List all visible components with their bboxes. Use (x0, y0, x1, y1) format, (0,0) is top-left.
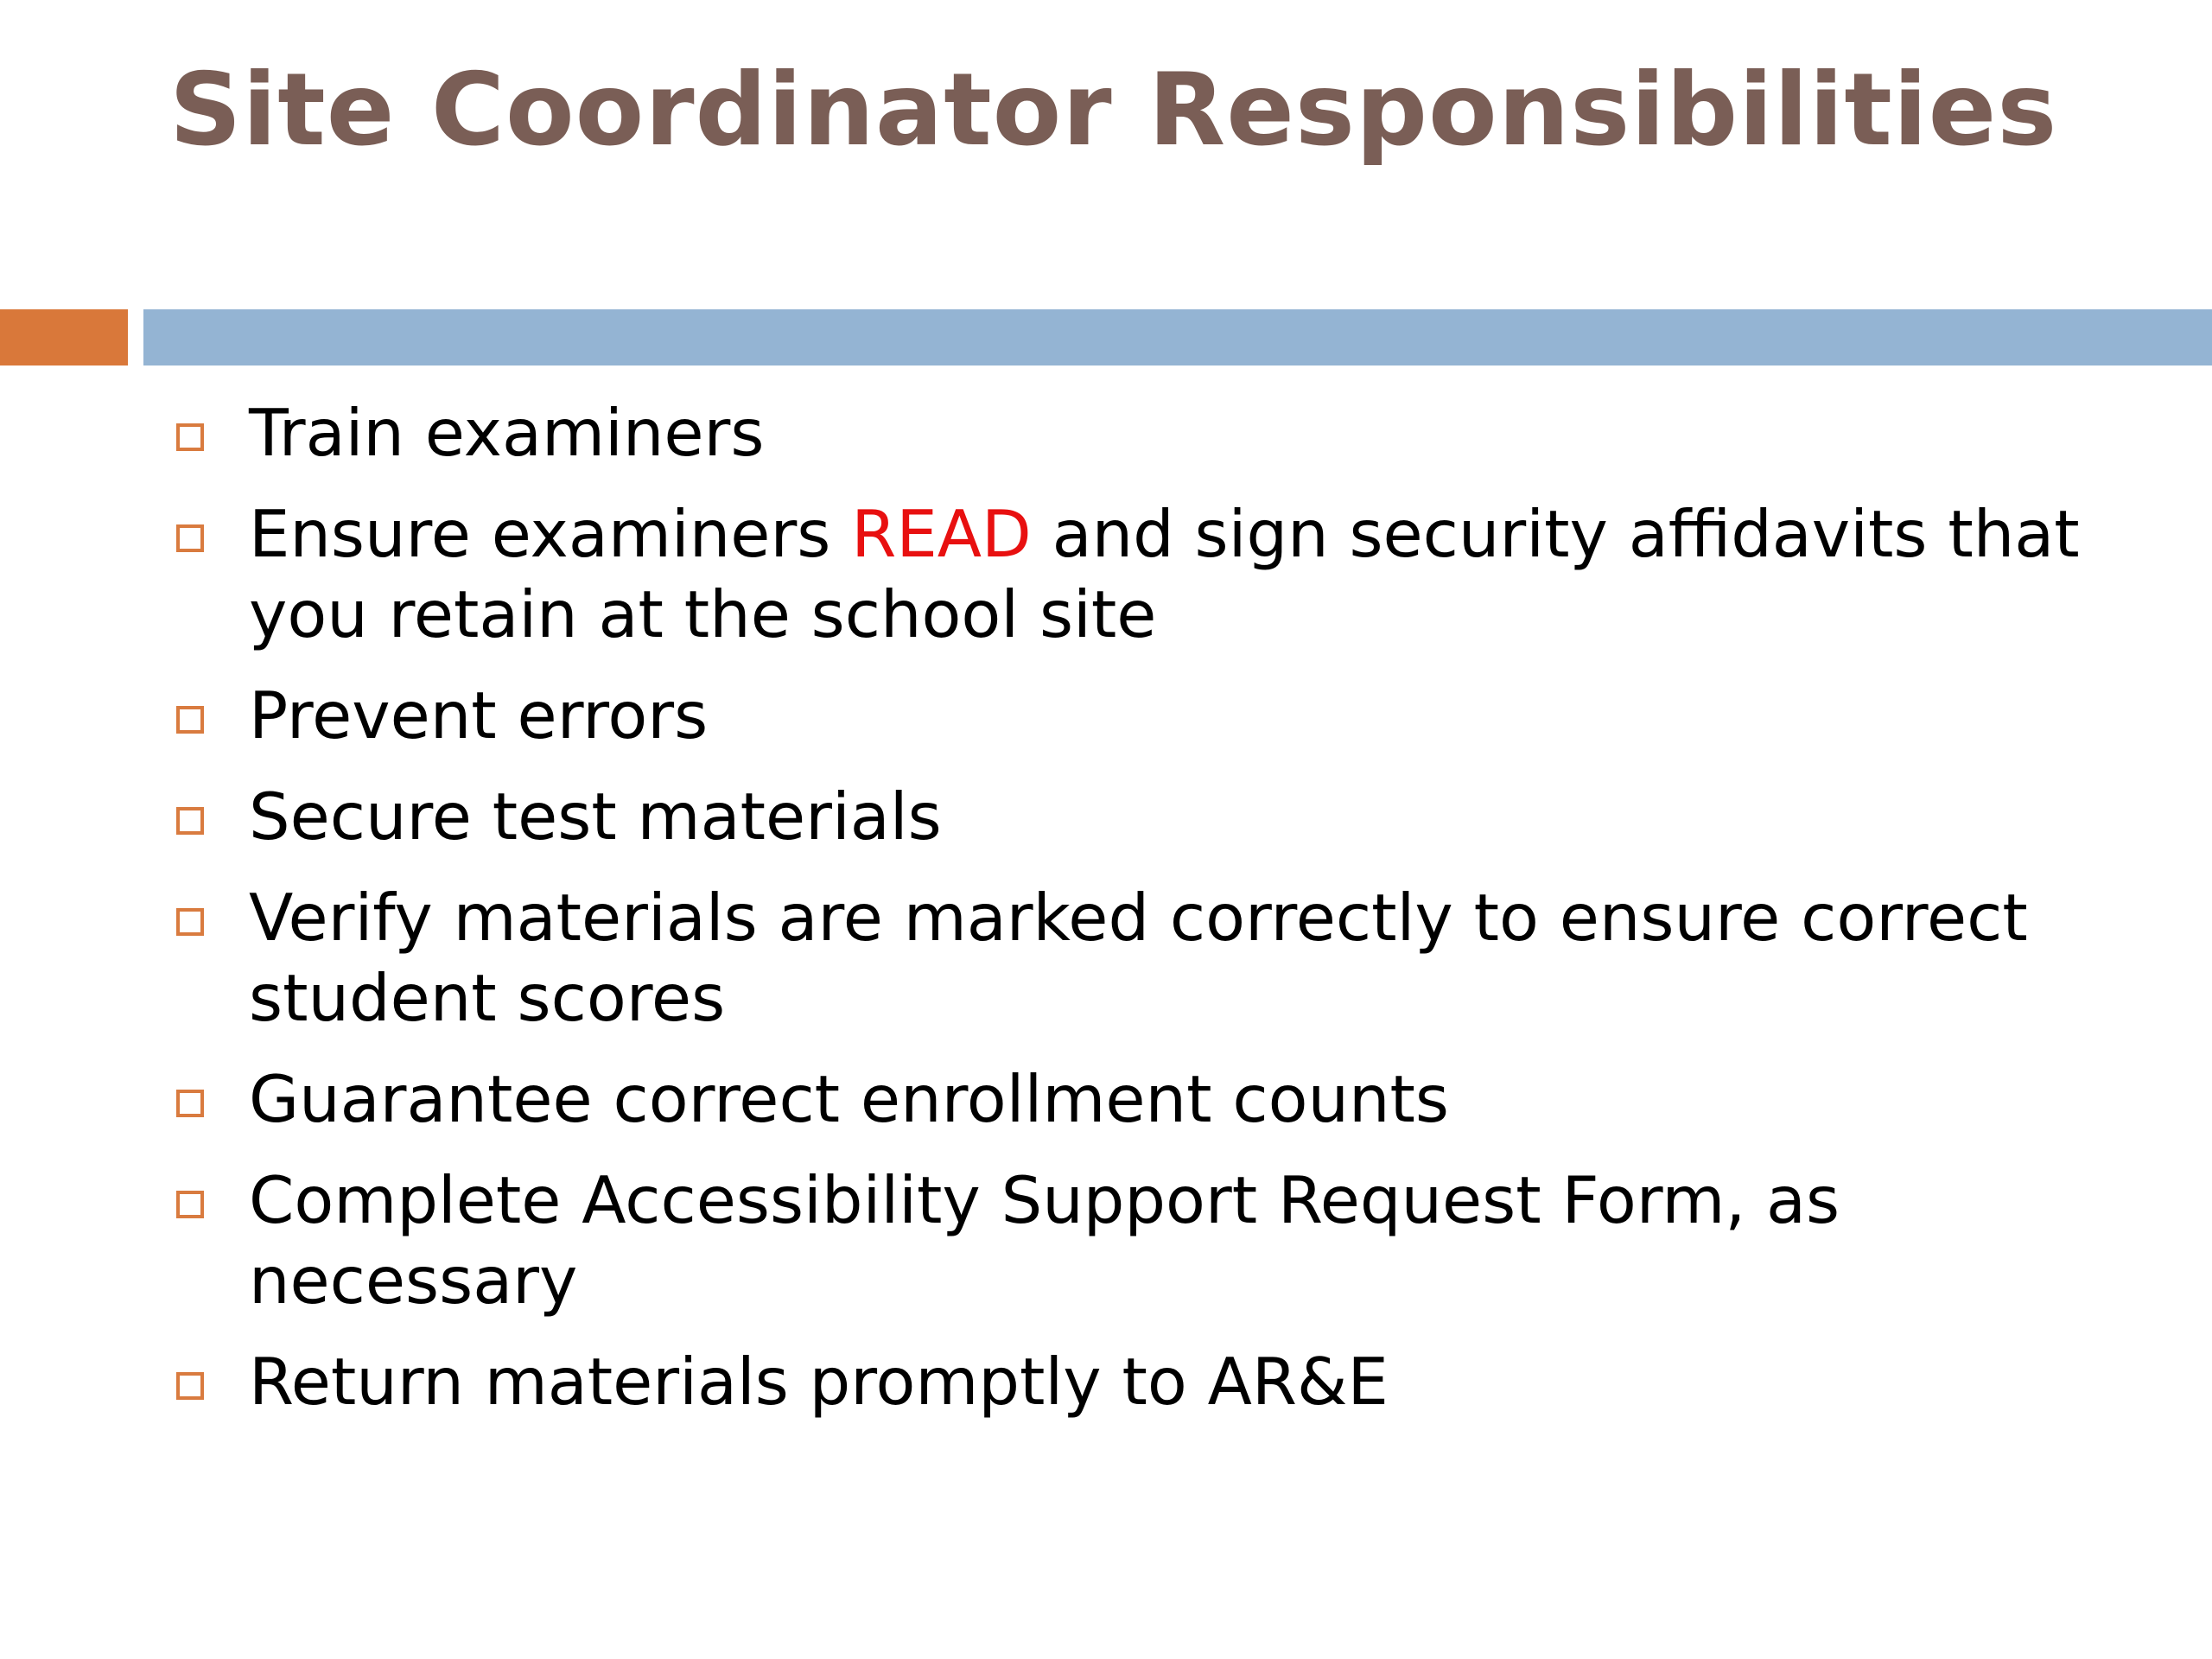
bullet-text: Return materials promptly to AR&E (249, 1344, 1389, 1420)
square-bullet-icon (176, 706, 204, 734)
bullet-item-secure-materials (169, 777, 2096, 857)
square-bullet-icon (176, 908, 204, 936)
bullet-text-pre: Ensure examiners (249, 496, 852, 572)
accent-bar (0, 309, 128, 365)
title-divider-bar (143, 309, 2212, 365)
bullet-text: Verify materials are marked correctly to ensure correct student scores (249, 880, 2028, 1036)
bullet-item-enrollment-counts (169, 1059, 2096, 1140)
bullet-text-emphasis: READ (851, 496, 1032, 572)
bullet-item-verify-materials (169, 878, 2096, 1039)
square-bullet-icon (176, 524, 204, 552)
bullet-item-security-affidavits (169, 494, 2096, 655)
square-bullet-icon (176, 423, 204, 451)
bullet-text: Guarantee correct enrollment counts (249, 1061, 1450, 1137)
square-bullet-icon (176, 1191, 204, 1218)
square-bullet-icon (176, 1372, 204, 1400)
bullet-item-train-examiners (169, 393, 2096, 474)
bullet-text: Train examiners (249, 395, 765, 471)
bullet-list (169, 393, 2096, 1443)
square-bullet-icon (176, 1090, 204, 1117)
square-bullet-icon (176, 807, 204, 835)
bullet-text: Complete Accessibility Support Request Form, as necessary (249, 1162, 1840, 1319)
slide-title: Site Coordinator Responsibilities (169, 52, 2058, 168)
bullet-text: Prevent errors (249, 677, 709, 753)
bullet-text: Secure test materials (249, 779, 942, 855)
bullet-text-post: and sign security affidavits that you retain at the school site (249, 496, 2080, 652)
bullet-item-prevent-errors (169, 676, 2096, 756)
bullet-item-return-materials (169, 1342, 2096, 1422)
bullet-item-accessibility-form (169, 1160, 2096, 1321)
